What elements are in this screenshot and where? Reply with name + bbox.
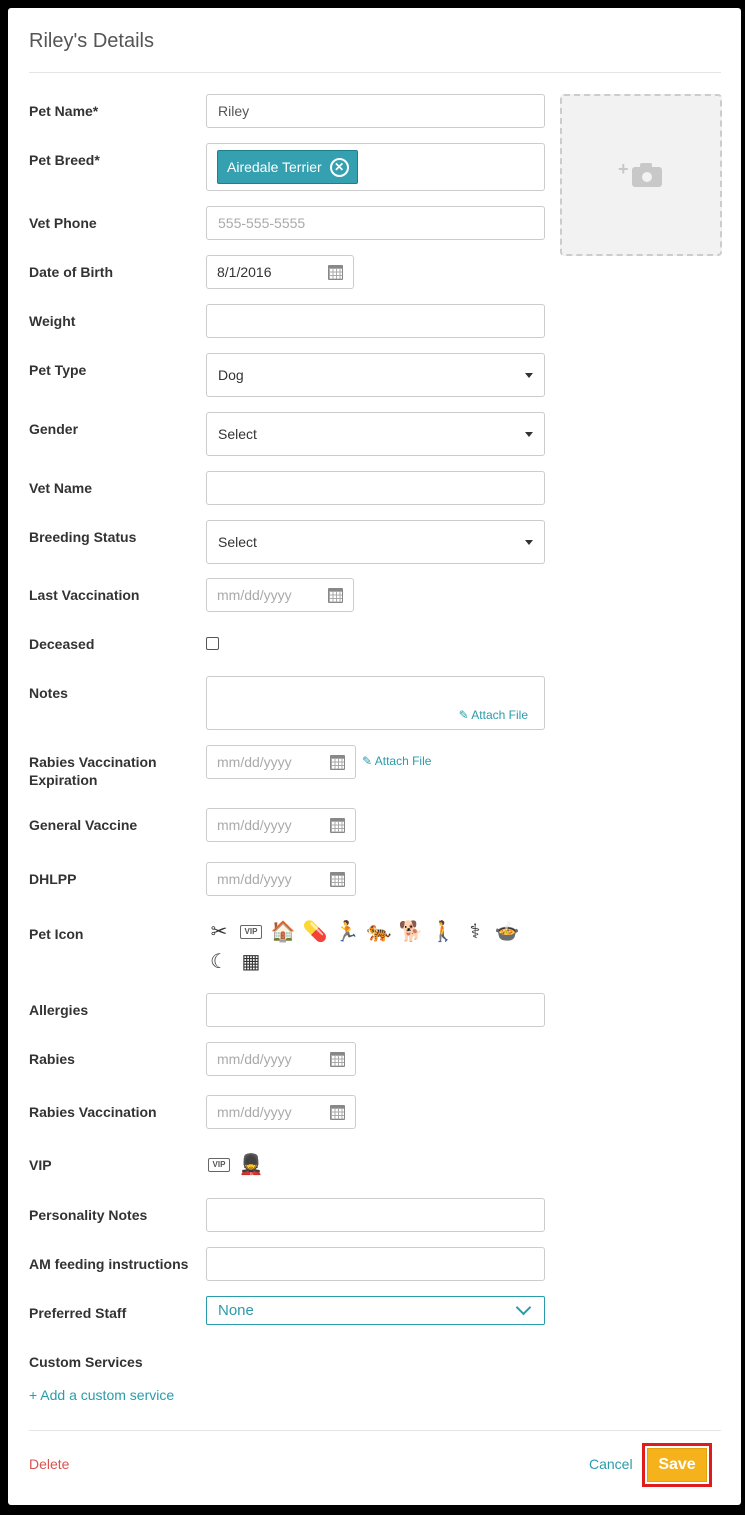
date-of-birth-input[interactable] [206,255,354,289]
allergies-label: Allergies [29,1002,89,1018]
pet-type-label: Pet Type [29,362,87,378]
rabies-vacc-exp-input[interactable] [206,745,356,779]
caret-down-icon [525,373,533,378]
calendar-icon[interactable] [328,265,343,280]
rabies-vaccination-placeholder: mm/dd/yyyy [217,1104,292,1120]
cancel-button[interactable]: Cancel [589,1456,633,1472]
personality-notes-input[interactable] [206,1198,545,1232]
vip-badge-icon[interactable] [238,919,264,945]
rabies-vaccination-label: Rabies Vaccination [29,1104,157,1120]
rabies-vacc-exp-label: Rabies Vaccination Expiration [29,754,157,788]
pet-name-label: Pet Name* [29,103,99,119]
pet-type-select[interactable] [206,353,545,397]
weight-label: Weight [29,313,76,329]
deceased-label: Deceased [29,636,95,652]
add-photo-icon: + [618,161,664,189]
pet-name-input[interactable]: Riley [206,94,545,128]
weight-input[interactable] [206,304,545,338]
pet-breed-input[interactable] [206,143,545,191]
runner-dog-icon[interactable]: 🏃 [334,921,360,943]
vip-label: VIP [29,1157,52,1173]
preferred-staff-select[interactable] [206,1296,545,1325]
preferred-staff-value: None [218,1302,254,1319]
rabies-placeholder: mm/dd/yyyy [217,1051,292,1067]
notes-label: Notes [29,685,68,701]
vip-badge-text: VIP [240,925,262,939]
calendar-icon[interactable] [330,818,345,833]
breed-tag-label: Airedale Terrier [227,159,322,175]
rabies-vaccination-input[interactable] [206,1095,356,1129]
vet-phone-label: Vet Phone [29,215,97,231]
pet-icon-picker [206,919,536,975]
breeding-status-value: Select [218,534,257,550]
caret-down-icon [525,432,533,437]
last-vaccination-placeholder: mm/dd/yyyy [217,587,292,603]
breeding-status-select[interactable] [206,520,545,564]
modal-title: Riley's Details [29,30,154,52]
remove-tag-icon[interactable]: ✕ [330,158,349,177]
pet-details-modal [8,8,741,1505]
date-of-birth-label: Date of Birth [29,264,113,280]
dhlpp-input[interactable] [206,862,356,896]
general-vaccine-label: General Vaccine [29,817,138,833]
add-custom-service-link[interactable]: + Add a custom service [29,1387,175,1403]
grooming-scissors-icon[interactable]: ✂ [210,921,228,943]
calendar-icon[interactable] [330,755,345,770]
rabies-input[interactable] [206,1042,356,1076]
breeding-status-label: Breeding Status [29,529,137,545]
deceased-checkbox[interactable] [206,637,219,650]
am-feeding-label: AM feeding instructions [29,1256,189,1272]
calendar-icon[interactable] [330,1052,345,1067]
dog-house-icon[interactable]: 🏠 [270,921,296,943]
vip-badge-text: VIP [208,1158,230,1172]
dog-walker-icon[interactable]: 🚶 [430,921,456,943]
rabies-label: Rabies [29,1051,75,1067]
vip-badge-icon[interactable] [206,1152,232,1178]
gender-value: Select [218,426,257,442]
breed-tag [217,150,358,184]
general-vaccine-placeholder: mm/dd/yyyy [217,817,292,833]
rabies-vacc-exp-placeholder: mm/dd/yyyy [217,754,292,770]
gender-select[interactable] [206,412,545,456]
save-button[interactable]: Save [647,1448,707,1482]
general-vaccine-input[interactable] [206,808,356,842]
food-bowl-icon[interactable]: 🍲 [494,921,520,943]
calendar-icon[interactable] [328,588,343,603]
last-vaccination-label: Last Vaccination [29,587,140,603]
sitting-dog-icon[interactable]: 🐕 [398,921,424,943]
date-of-birth-value: 8/1/2016 [217,264,272,280]
save-button-highlight [642,1443,712,1487]
last-vaccination-input[interactable] [206,578,354,612]
stethoscope-icon[interactable]: ⚕ [469,921,481,943]
custom-services-label: Custom Services [29,1354,143,1370]
notes-attach-file-link[interactable]: ✎ Attach File [458,708,528,722]
vet-name-input[interactable] [206,471,545,505]
medicine-bottle-icon[interactable]: 💊 [302,921,328,943]
vip-icons [206,1152,536,1178]
vet-name-label: Vet Name [29,480,93,496]
gender-label: Gender [29,421,79,437]
personality-notes-label: Personality Notes [29,1207,148,1223]
pet-icon-label: Pet Icon [29,926,84,942]
notes-textarea[interactable] [206,676,545,730]
calendar-icon[interactable] [330,872,345,887]
allergies-input[interactable] [206,993,545,1027]
teeth-icon[interactable]: ▦ [241,951,261,973]
preferred-staff-label: Preferred Staff [29,1305,127,1321]
header-divider [29,72,721,73]
am-feeding-input[interactable] [206,1247,545,1281]
dhlpp-label: DHLPP [29,871,77,887]
chevron-down-icon [516,1300,532,1316]
bite-warning-icon[interactable]: ☾ [210,951,228,973]
rabies-attach-file-link[interactable]: ✎ Attach File [362,754,432,768]
caret-down-icon [525,540,533,545]
pet-type-value: Dog [218,367,244,383]
calendar-icon[interactable] [330,1105,345,1120]
vet-phone-input[interactable]: 555-555-5555 [206,206,545,240]
soldier-icon[interactable]: 💂 [238,1154,264,1176]
row-notes [29,676,721,730]
footer-divider [29,1430,721,1431]
dhlpp-placeholder: mm/dd/yyyy [217,871,292,887]
pet-breed-label: Pet Breed* [29,152,100,168]
delete-button[interactable]: Delete [29,1456,70,1472]
photo-upload[interactable] [560,94,722,256]
tiger-icon[interactable]: 🐅 [366,921,392,943]
